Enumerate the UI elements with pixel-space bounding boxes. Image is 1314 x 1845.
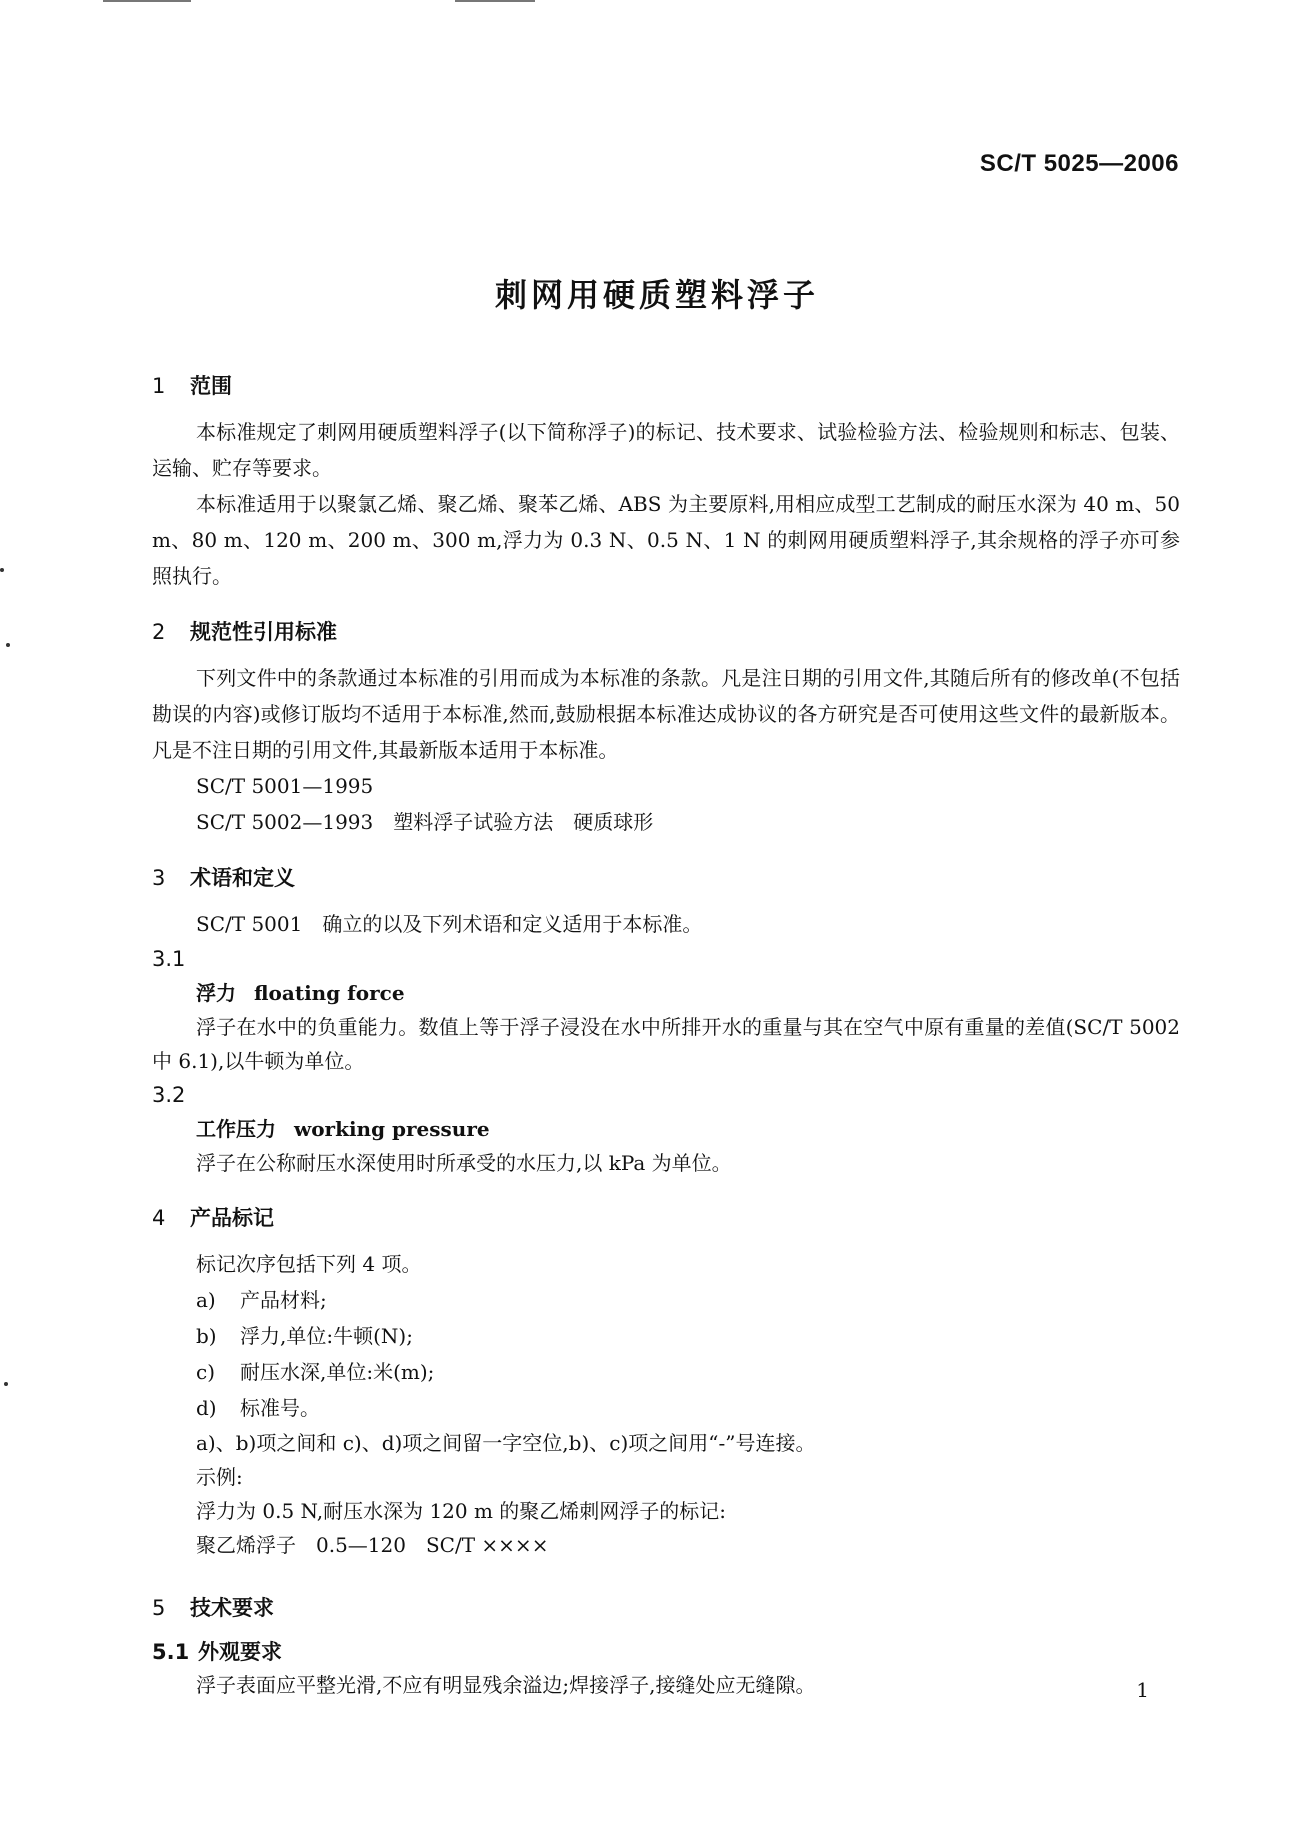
- section-title: 产品标记: [190, 1206, 274, 1230]
- section-heading: [152, 862, 1180, 894]
- list-item-text: 产品材料;: [240, 1288, 327, 1312]
- section-heading: [152, 1592, 1180, 1624]
- example-label: 示例:: [196, 1465, 243, 1489]
- term-zh: 浮力: [196, 981, 236, 1005]
- section-heading: [152, 616, 1180, 648]
- list-item: [152, 1318, 1180, 1354]
- section-number: 3: [152, 866, 166, 890]
- term-zh: 工作压力: [196, 1117, 276, 1141]
- paragraph: 标记次序包括下列 4 项。: [196, 1252, 422, 1276]
- document-body: [152, 370, 1180, 1702]
- page-title: 刺网用硬质塑料浮子: [494, 276, 819, 314]
- subsection-title: 外观要求: [198, 1640, 282, 1664]
- section-number: 5: [152, 1596, 166, 1620]
- section-number: 2: [152, 620, 166, 644]
- section-title: 范围: [190, 374, 232, 398]
- paragraph: SC/T 5001 确立的以及下列术语和定义适用于本标准。: [196, 912, 703, 936]
- section-title: 规范性引用标准: [190, 620, 337, 644]
- list-item: [152, 1390, 1180, 1426]
- subsection-heading: [152, 1636, 1180, 1668]
- term-definition: 浮子在水中的负重能力。数值上等于浮子浸没在水中所排开水的重量与其在空气中原有重量的差值(SC/T 5002 中 6.1),以牛顿为单位。: [152, 1015, 1180, 1073]
- section-heading: [152, 1202, 1180, 1234]
- margin-mark: [0, 568, 4, 572]
- reference-item: SC/T 5002—1993 塑料浮子试验方法 硬质球形: [196, 810, 654, 834]
- paragraph: 浮子表面应平整光滑,不应有明显残余溢边;焊接浮子,接缝处应无缝隙。: [196, 1673, 816, 1697]
- subsection-number: 5.1: [152, 1640, 190, 1664]
- paragraph: 本标准规定了刺网用硬质塑料浮子(以下简称浮子)的标记、技术要求、试验检验方法、检验规则和标志、包装、运输、贮存等要求。: [152, 420, 1180, 480]
- section-heading: [152, 370, 1180, 402]
- section-number: 1: [152, 374, 166, 398]
- top-rule-left: [103, 0, 191, 2]
- example-text: 浮力为 0.5 N,耐压水深为 120 m 的聚乙烯刺网浮子的标记:: [196, 1499, 727, 1523]
- list-item: [152, 1354, 1180, 1390]
- top-rule-right: [455, 0, 535, 2]
- term-en: working pressure: [294, 1117, 490, 1141]
- margin-mark: [4, 1382, 8, 1386]
- list-item-text: 标准号。: [240, 1396, 320, 1420]
- paragraph: 本标准适用于以聚氯乙烯、聚乙烯、聚苯乙烯、ABS 为主要原料,用相应成型工艺制成的耐压水深为 40 m、50 m、80 m、120 m、200 m、300 m,浮力为 0.3 N、0.5 N、1 N 的刺网用硬质塑料浮子,其余规格的浮子亦可参照执行。: [152, 492, 1180, 588]
- list-item-text: 浮力,单位:牛顿(N);: [240, 1324, 413, 1348]
- term-heading: [152, 1112, 1180, 1146]
- section-number: 4: [152, 1206, 166, 1230]
- term-number: 3.2: [152, 1083, 186, 1107]
- list-item: [152, 1282, 1180, 1318]
- section-title: 术语和定义: [190, 866, 295, 890]
- list-item-label: c): [196, 1360, 216, 1384]
- list-item-label: d): [196, 1396, 217, 1420]
- list-item-label: a): [196, 1288, 216, 1312]
- doc-code: SC/T 5025—2006: [979, 150, 1179, 177]
- marking-rule: a)、b)项之间和 c)、d)项之间留一字空位,b)、c)项之间用“-”号连接。: [196, 1431, 816, 1455]
- list-item-label: b): [196, 1324, 217, 1348]
- reference-item: SC/T 5001—1995: [196, 774, 374, 798]
- term-en: floating force: [254, 981, 405, 1005]
- margin-mark: [6, 643, 10, 647]
- page-number: 1: [1136, 1678, 1149, 1702]
- term-definition: 浮子在公称耐压水深使用时所承受的水压力,以 kPa 为单位。: [196, 1151, 732, 1175]
- paragraph: 下列文件中的条款通过本标准的引用而成为本标准的条款。凡是注日期的引用文件,其随后所有的修改单(不包括勘误的内容)或修订版均不适用于本标准,然而,鼓励根据本标准达成协议的各方研究是否可使用这些文件的最新版本。凡是不注日期的引用文件,其最新版本适用于本标准。: [152, 666, 1180, 762]
- example-mark: 聚乙烯浮子 0.5—120 SC/T ××××: [196, 1533, 549, 1557]
- list-item-text: 耐压水深,单位:米(m);: [240, 1360, 435, 1384]
- term-heading: [152, 976, 1180, 1010]
- section-title: 技术要求: [190, 1596, 274, 1620]
- term-number: 3.1: [152, 947, 186, 971]
